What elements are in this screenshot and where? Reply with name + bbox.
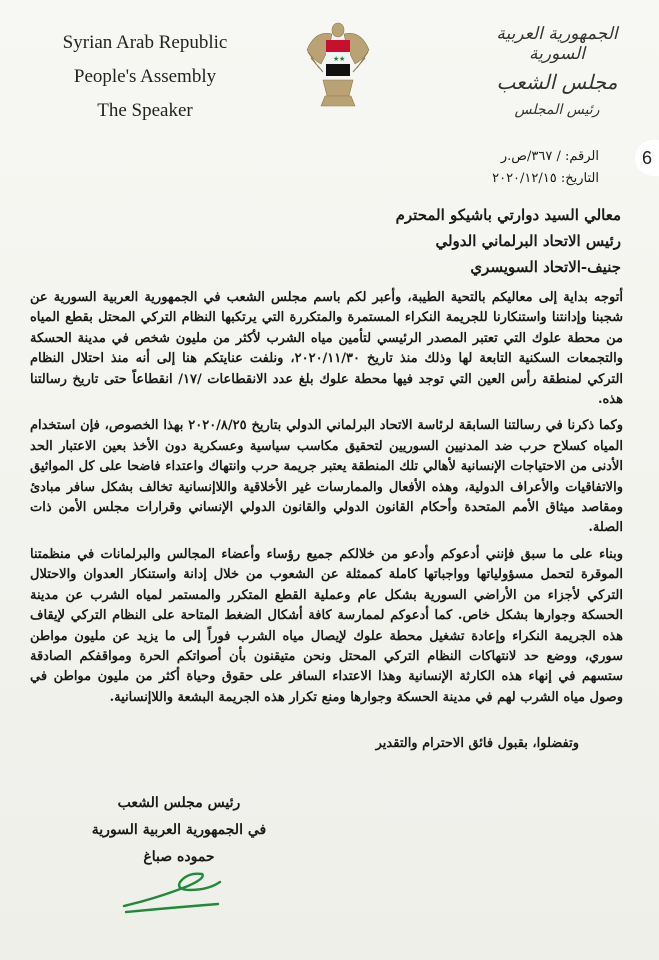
- addressee-line-3: جنيف-الاتحاد السويسري: [470, 258, 621, 276]
- letterhead-en-line-1: Syrian Arab Republic: [62, 32, 228, 53]
- hawk-of-qureish-emblem-icon: [305, 20, 371, 110]
- addressee-block: [301, 202, 621, 280]
- body-paragraph-1: أتوجه بداية إلى معاليكم بالتحية الطيبة، وأعبر لكم باسم مجلس الشعب في الجمهورية العربية السورية عن شجبنا وإدانتنا واستنكارنا للجريمة النكراء المستمرة والمتكررة التي يرتكبها النظام التركي المحتل بقطع المياه من محطة علوك التي تعتبر المصدر الرئيسي لتأمين مياه الشرب لأكثر من مليون شخص في مدينة الحسكة والتجمعات السكنية التابعة لها وذلك منذ تاريخ ٢٠٢٠/١١/٣٠، ونلفت عنايتكم هنا إلى أنه منذ احتلال النظام التركي لمنطقة رأس العين التي توجد فيها محطة علوك بلغ عدد الانقطاعات /١٧/ انقطاعاً حتى تاريخ رسالتنا هذه.: [30, 290, 624, 408]
- signatory-name: حموده صباغ: [143, 849, 215, 865]
- body-paragraph-2: وكما ذكرنا في رسالتنا السابقة لرئاسة الاتحاد البرلماني الدولي بتاريخ ٢٠٢٠/٨/٢٥ بهذا الخصوص، فإن استخدام المياه كسلاح حرب ضد المدنيين السوريين لتحقيق مكاسب سياسية وعسكرية دون الأخذ بعين الاعتبار الحد الأدنى من الاحتياجات الإنسانية لأهالي تلك المنطقة يعتبر جريمة حرب وانتهاك واعتداء فاضحا على كل المواثيق والاتفاقيات والأعراف الدولية، وهذه الأفعال والممارسات غير الأخلاقية واللاإنسانية تخالف بشكل سافر مبادئ ومقاصد ميثاق الأمم المتحدة وأحكام القانون الدولي والقانون الدولي الإنساني وقرارات مجلس الأمن ذات الصلة.: [30, 418, 623, 536]
- letterhead-en-line-3: The Speaker: [97, 100, 193, 121]
- body-paragraph-3: وبناء على ما سبق فإنني أدعوكم وأدعو من خلالكم جميع رؤساء وأعضاء المجالس والبرلمانات في منظمتنا الموقرة لتحمل مسؤولياتها وواجباتها كاملة كممثلة عن الشعوب من خلال إدانة واستنكار العدوان والاحتلال التركي لأجزاء من الأراضي السورية بشكل عام وعملية القطع المتكرر والمستمر لمياه الشرب عن مدينة الحسكة وجوارها بشكل خاص. كما أدعوكم لممارسة كافة أشكال الضغط المتاحة على النظام التركي لإيقاف هذه الجريمة النكراء وإعادة تشغيل محطة علوك لإيصال مياه الشرب فوراً إلى ما يزيد عن مليون مواطن سوري، ووضع حد لانتهاكات النظام التركي المحتل ونحن متيقنون بأن أصواتكم الحرة ومواقفكم الصادقة ستسهم في إنهاء هذه الكارثة الإنسانية وهذا الاعتداء السافر على حقوق وحياة أكثر من مليون مواطن في وصول مياه الشرب لهم في مدينة الحسكة وجوارها ومنع تكرار هذه الجريمة البشعة واللاإنسانية.: [30, 546, 623, 705]
- letterhead-ar-line-2: مجلس الشعب: [496, 70, 618, 94]
- svg-text:★: ★: [339, 55, 346, 63]
- arabic-letterhead: [467, 24, 647, 118]
- corner-page-badge: 6: [635, 140, 659, 176]
- addressee-line-2: رئيس الاتحاد البرلماني الدولي: [435, 232, 621, 250]
- reference-number: الرقم: / ٣٦٧/ص.ر: [500, 149, 599, 164]
- english-letterhead: [30, 26, 260, 128]
- closing-line: وتفضلوا، بقبول فائق الاحترام والتقدير: [375, 736, 579, 751]
- letterhead-ar-line-3: رئيس المجلس: [514, 102, 600, 118]
- signatory-country: في الجمهورية العربية السورية: [91, 822, 267, 838]
- letterhead-ar-line-1: الجمهورية العربية السورية: [496, 24, 618, 64]
- svg-text:★: ★: [333, 55, 340, 63]
- letter-body: [30, 288, 623, 714]
- reference-date: التاريخ: ٢٠٢٠/١٢/١٥: [492, 171, 599, 186]
- signature-block: [69, 790, 289, 871]
- addressee-line-1: معالي السيد دوارتي باشيكو المحترم: [395, 206, 621, 224]
- handwritten-signature-icon: [118, 868, 238, 918]
- letterhead-en-line-2: People's Assembly: [73, 66, 217, 87]
- reference-block: [399, 146, 599, 190]
- signatory-title: رئيس مجلس الشعب: [117, 795, 241, 811]
